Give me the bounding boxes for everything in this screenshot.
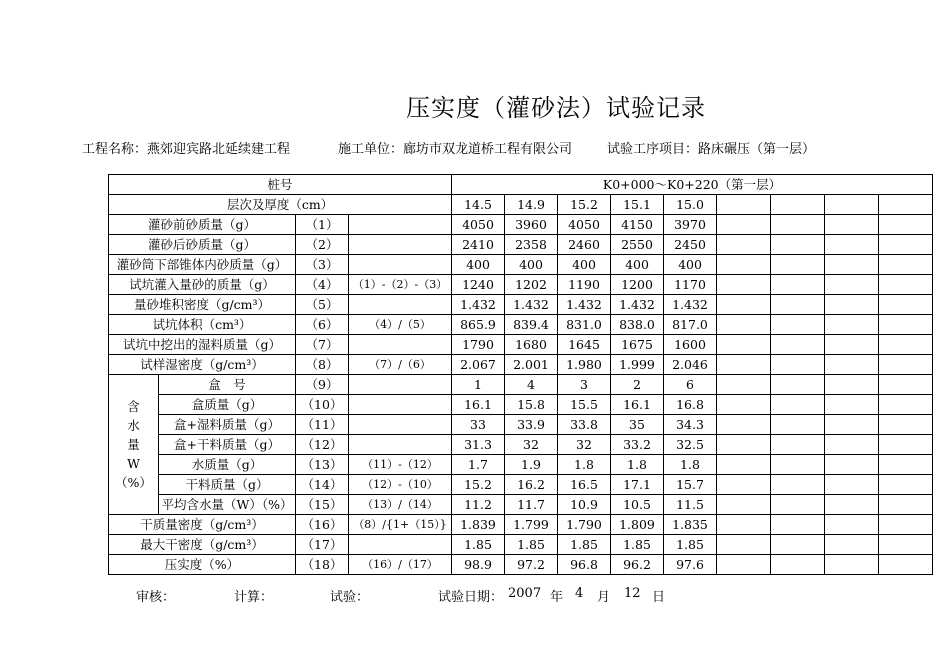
page-title: 压实度（灌砂法）试验记录 [406, 94, 706, 122]
empty-cell [717, 455, 771, 475]
value-cell: 1.839 [452, 515, 505, 535]
empty-cell [825, 515, 879, 535]
value-cell: 400 [452, 255, 505, 275]
value-cell: 1190 [558, 275, 611, 295]
value-cell: 2.001 [505, 355, 558, 375]
value-cell: 1.85 [611, 535, 664, 555]
row-formula [349, 395, 452, 415]
value-cell: 15.5 [558, 395, 611, 415]
tester-label: 试验： [330, 590, 370, 605]
empty-cell [771, 295, 825, 315]
row-label: 量砂堆积密度（g/cm³） [109, 295, 296, 315]
row-formula: （12）-（10） [349, 475, 452, 495]
value-cell: 14.9 [505, 195, 558, 215]
table-row [109, 415, 933, 435]
value-cell: 33.8 [558, 415, 611, 435]
row-formula: （11）-（12） [349, 455, 452, 475]
test-date-label: 试验日期： [438, 590, 504, 605]
row-code: （5） [296, 295, 349, 315]
value-cell: 1645 [558, 335, 611, 355]
empty-cell [717, 255, 771, 275]
row-code: （11） [296, 415, 349, 435]
value-cell: 865.9 [452, 315, 505, 335]
value-cell: 839.4 [505, 315, 558, 335]
value-cell: 3960 [505, 215, 558, 235]
empty-cell [879, 335, 933, 355]
value-cell: 96.8 [558, 555, 611, 575]
value-cell: 96.2 [611, 555, 664, 575]
empty-cell [717, 395, 771, 415]
value-cell: 1.85 [664, 535, 717, 555]
row-formula [349, 235, 452, 255]
value-cell: 838.0 [611, 315, 664, 335]
table-row [109, 355, 933, 375]
row-label: 干料质量（g） [159, 475, 296, 495]
empty-cell [825, 195, 879, 215]
empty-cell [717, 495, 771, 515]
row-code: （16） [296, 515, 349, 535]
empty-cell [825, 275, 879, 295]
value-cell: 2460 [558, 235, 611, 255]
row-formula: （16）/（17） [349, 555, 452, 575]
empty-cell [879, 355, 933, 375]
empty-cell [879, 435, 933, 455]
empty-cell [717, 435, 771, 455]
empty-cell [825, 535, 879, 555]
empty-cell [879, 395, 933, 415]
value-cell: 15.7 [664, 475, 717, 495]
row-label: 压实度（%） [109, 555, 296, 575]
empty-cell [879, 475, 933, 495]
value-cell: 1.999 [611, 355, 664, 375]
empty-cell [771, 255, 825, 275]
value-cell: 1.809 [611, 515, 664, 535]
row-label: 灌砂前砂质量（g） [109, 215, 296, 235]
row-label: 最大干密度（g/cm³） [109, 535, 296, 555]
value-cell: 1 [452, 375, 505, 395]
value-cell: 1.85 [505, 535, 558, 555]
table-row [109, 535, 933, 555]
value-cell: 16.1 [452, 395, 505, 415]
row-label: 盒+湿料质量（g） [159, 415, 296, 435]
value-cell: 1.8 [664, 455, 717, 475]
value-cell: 1600 [664, 335, 717, 355]
test-record-table [108, 174, 933, 575]
value-cell: 32 [558, 435, 611, 455]
empty-cell [825, 555, 879, 575]
empty-cell [717, 215, 771, 235]
value-cell: 33.9 [505, 415, 558, 435]
empty-cell [771, 335, 825, 355]
empty-cell [717, 275, 771, 295]
empty-cell [879, 295, 933, 315]
value-cell: 97.6 [664, 555, 717, 575]
value-cell: 4050 [558, 215, 611, 235]
table-row [109, 475, 933, 495]
moisture-group-char: W [127, 456, 140, 471]
empty-cell [825, 215, 879, 235]
empty-cell [879, 455, 933, 475]
year-unit: 年 [550, 590, 564, 605]
row-formula: （4）/（5） [349, 315, 452, 335]
value-cell: 1.9 [505, 455, 558, 475]
value-cell: 16.8 [664, 395, 717, 415]
value-cell: 1.799 [505, 515, 558, 535]
value-cell: 4 [505, 375, 558, 395]
review-label: 审核： [136, 590, 176, 605]
empty-cell [717, 535, 771, 555]
row-label: 盒 号 [159, 375, 296, 395]
value-cell: 1200 [611, 275, 664, 295]
empty-cell [825, 395, 879, 415]
row-formula [349, 215, 452, 235]
value-cell: 1240 [452, 275, 505, 295]
value-cell: 2.067 [452, 355, 505, 375]
value-cell: 33.2 [611, 435, 664, 455]
value-cell: 2 [611, 375, 664, 395]
project-name: 工程名称：燕郊迎宾路北延续建工程 [82, 142, 291, 157]
value-cell: 14.5 [452, 195, 505, 215]
empty-cell [717, 555, 771, 575]
row-label: 水质量（g） [159, 455, 296, 475]
empty-cell [771, 355, 825, 375]
value-cell: 1.980 [558, 355, 611, 375]
row-code: （1） [296, 215, 349, 235]
row-formula [349, 415, 452, 435]
value-cell: 2.046 [664, 355, 717, 375]
value-cell: 35 [611, 415, 664, 435]
value-cell: 1.7 [452, 455, 505, 475]
month-unit: 月 [597, 590, 611, 605]
row-code: （14） [296, 475, 349, 495]
value-cell: 16.2 [505, 475, 558, 495]
row-formula [349, 335, 452, 355]
value-cell: 10.9 [558, 495, 611, 515]
empty-cell [825, 475, 879, 495]
row-label: 干质量密度（g/cm³） [109, 515, 296, 535]
value-cell: 1.432 [664, 295, 717, 315]
value-cell: 15.8 [505, 395, 558, 415]
empty-cell [771, 435, 825, 455]
empty-cell [825, 415, 879, 435]
empty-cell [771, 195, 825, 215]
value-cell: 400 [664, 255, 717, 275]
value-cell: 11.7 [505, 495, 558, 515]
value-cell: 17.1 [611, 475, 664, 495]
value-cell: 400 [611, 255, 664, 275]
row-code: （4） [296, 275, 349, 295]
value-cell: 98.9 [452, 555, 505, 575]
empty-cell [771, 215, 825, 235]
value-cell: 33 [452, 415, 505, 435]
empty-cell [717, 415, 771, 435]
day-unit: 日 [652, 590, 666, 605]
value-cell: 1790 [452, 335, 505, 355]
value-cell: 817.0 [664, 315, 717, 335]
row-formula [349, 255, 452, 275]
value-cell: 2550 [611, 235, 664, 255]
value-cell: 400 [505, 255, 558, 275]
table-row [109, 515, 933, 535]
empty-cell [717, 315, 771, 335]
test-date-year: 2007 [508, 586, 542, 601]
empty-cell [717, 375, 771, 395]
empty-cell [717, 195, 771, 215]
row-code: （9） [296, 375, 349, 395]
empty-cell [879, 415, 933, 435]
row-code: （10） [296, 395, 349, 415]
table-row [109, 215, 933, 235]
value-cell: 1170 [664, 275, 717, 295]
empty-cell [825, 435, 879, 455]
table-row [109, 455, 933, 475]
empty-cell [771, 555, 825, 575]
value-cell: 31.3 [452, 435, 505, 455]
moisture-group-char: 量 [127, 437, 140, 452]
value-cell: 4050 [452, 215, 505, 235]
table-row [109, 495, 933, 515]
moisture-group-char: 水 [127, 418, 140, 433]
empty-cell [825, 295, 879, 315]
row-formula: （1）-（2）-（3） [349, 275, 452, 295]
value-cell: 1.85 [452, 535, 505, 555]
row-formula: （8）/{1+（15）} [349, 515, 452, 535]
value-cell: 16.1 [611, 395, 664, 415]
empty-cell [825, 455, 879, 475]
value-cell: 3970 [664, 215, 717, 235]
row-label: 平均含水量（W）（%） [159, 495, 296, 515]
value-cell: 97.2 [505, 555, 558, 575]
test-date-day: 12 [624, 586, 641, 601]
test-date-month: 4 [575, 586, 584, 601]
value-cell: 6 [664, 375, 717, 395]
row-code: （15） [296, 495, 349, 515]
empty-cell [771, 235, 825, 255]
value-cell: 32.5 [664, 435, 717, 455]
empty-cell [879, 195, 933, 215]
value-cell: 400 [558, 255, 611, 275]
row-code: （13） [296, 455, 349, 475]
empty-cell [771, 475, 825, 495]
moisture-group-char: 含 [127, 399, 140, 414]
table-row [109, 195, 933, 215]
layer-label: 层次及厚度（cm） [109, 195, 452, 215]
value-cell: 1.432 [611, 295, 664, 315]
value-cell: 1.432 [505, 295, 558, 315]
row-formula: （13）/（14） [349, 495, 452, 515]
value-cell: 2450 [664, 235, 717, 255]
empty-cell [771, 515, 825, 535]
empty-cell [771, 315, 825, 335]
value-cell: 15.2 [452, 475, 505, 495]
table-row [109, 275, 933, 295]
value-cell: 34.3 [664, 415, 717, 435]
row-label: 灌砂筒下部锥体内砂质量（g） [109, 255, 296, 275]
table-row [109, 295, 933, 315]
empty-cell [771, 495, 825, 515]
station-label: 桩号 [109, 175, 452, 195]
empty-cell [771, 275, 825, 295]
empty-cell [879, 275, 933, 295]
empty-cell [717, 235, 771, 255]
value-cell: 10.5 [611, 495, 664, 515]
row-label: 试坑灌入量砂的质量（g） [109, 275, 296, 295]
empty-cell [825, 315, 879, 335]
value-cell: 11.2 [452, 495, 505, 515]
value-cell: 15.0 [664, 195, 717, 215]
empty-cell [717, 295, 771, 315]
row-code: （8） [296, 355, 349, 375]
moisture-group-char: （%） [115, 475, 152, 490]
empty-cell [879, 375, 933, 395]
value-cell: 1.8 [611, 455, 664, 475]
value-cell: 15.2 [558, 195, 611, 215]
value-cell: 4150 [611, 215, 664, 235]
table-row [109, 555, 933, 575]
row-label: 灌砂后砂质量（g） [109, 235, 296, 255]
empty-cell [825, 255, 879, 275]
calc-label: 计算： [234, 590, 274, 605]
table-row [109, 435, 933, 455]
row-code: （6） [296, 315, 349, 335]
moisture-group-label [109, 375, 159, 515]
value-cell: 831.0 [558, 315, 611, 335]
row-code: （3） [296, 255, 349, 275]
value-cell: 2410 [452, 235, 505, 255]
empty-cell [717, 475, 771, 495]
table-row [109, 395, 933, 415]
empty-cell [771, 375, 825, 395]
row-code: （18） [296, 555, 349, 575]
row-label: 盒质量（g） [159, 395, 296, 415]
empty-cell [717, 515, 771, 535]
row-formula: （7）/（6） [349, 355, 452, 375]
row-formula [349, 435, 452, 455]
row-formula [349, 535, 452, 555]
value-cell: 2358 [505, 235, 558, 255]
row-label: 试坑中挖出的湿料质量（g） [109, 335, 296, 355]
value-cell: 1.432 [452, 295, 505, 315]
station-value: K0+000～K0+220（第一层） [452, 175, 933, 195]
test-process-item: 试验工序项目：路床碾压（第一层） [607, 142, 816, 157]
empty-cell [879, 315, 933, 335]
table-row [109, 235, 933, 255]
table-row [109, 175, 933, 195]
value-cell: 1675 [611, 335, 664, 355]
row-formula [349, 295, 452, 315]
value-cell: 3 [558, 375, 611, 395]
empty-cell [879, 235, 933, 255]
value-cell: 15.1 [611, 195, 664, 215]
value-cell: 1.432 [558, 295, 611, 315]
row-code: （7） [296, 335, 349, 355]
empty-cell [771, 535, 825, 555]
empty-cell [879, 555, 933, 575]
construction-unit: 施工单位：廊坊市双龙道桥工程有限公司 [338, 142, 573, 157]
value-cell: 1.835 [664, 515, 717, 535]
value-cell: 1.85 [558, 535, 611, 555]
row-code: （12） [296, 435, 349, 455]
empty-cell [825, 335, 879, 355]
table-row [109, 315, 933, 335]
value-cell: 1.8 [558, 455, 611, 475]
value-cell: 11.5 [664, 495, 717, 515]
value-cell: 1680 [505, 335, 558, 355]
table-row [109, 255, 933, 275]
value-cell: 16.5 [558, 475, 611, 495]
empty-cell [717, 335, 771, 355]
value-cell: 1.790 [558, 515, 611, 535]
empty-cell [825, 235, 879, 255]
empty-cell [825, 375, 879, 395]
empty-cell [879, 535, 933, 555]
table-row [109, 335, 933, 355]
row-label: 盒+干料质量（g） [159, 435, 296, 455]
empty-cell [717, 355, 771, 375]
empty-cell [825, 355, 879, 375]
row-code: （2） [296, 235, 349, 255]
empty-cell [825, 495, 879, 515]
value-cell: 32 [505, 435, 558, 455]
empty-cell [879, 255, 933, 275]
empty-cell [771, 455, 825, 475]
empty-cell [879, 215, 933, 235]
row-label: 试坑体积（cm³） [109, 315, 296, 335]
value-cell: 1202 [505, 275, 558, 295]
empty-cell [771, 415, 825, 435]
empty-cell [879, 515, 933, 535]
table-row [109, 375, 933, 395]
empty-cell [771, 395, 825, 415]
row-label: 试样湿密度（g/cm³） [109, 355, 296, 375]
empty-cell [879, 495, 933, 515]
row-code: （17） [296, 535, 349, 555]
row-formula [349, 375, 452, 395]
